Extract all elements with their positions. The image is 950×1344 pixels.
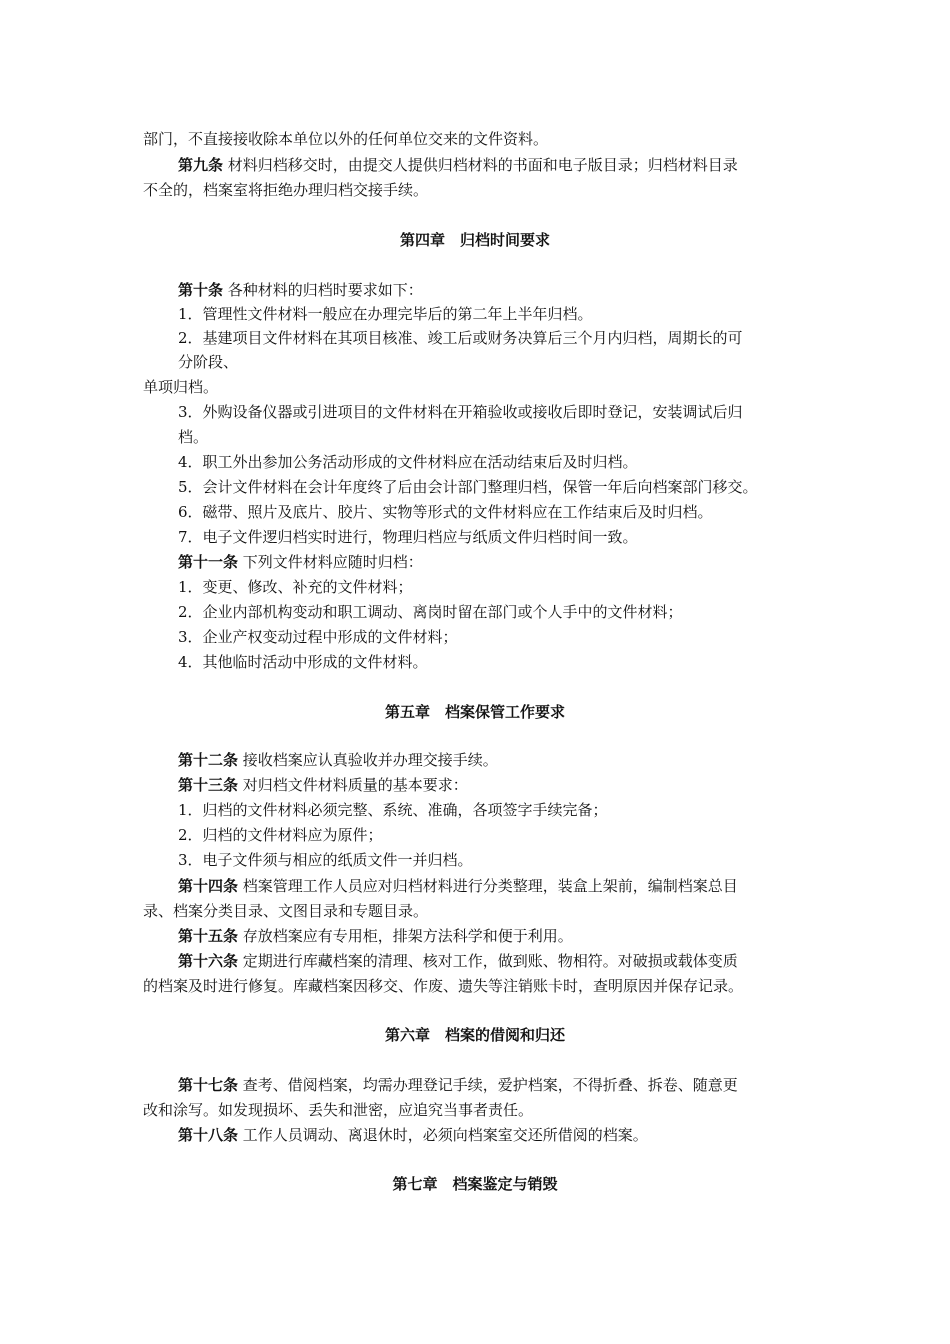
article-label: 第十三条	[178, 776, 239, 794]
article-label: 第十五条	[178, 927, 239, 945]
chapter-4-heading: 第四章 归档时间要求	[399, 231, 550, 249]
chapter-7-heading: 第七章 档案鉴定与销毁	[392, 1175, 558, 1193]
list-item: 4．其他临时活动中形成的文件材料。	[178, 653, 428, 671]
article-label: 第十二条	[178, 751, 239, 769]
list-item: 6．磁带、照片及底片、胶片、实物等形式的文件材料应在工作结束后及时归档。	[178, 503, 713, 521]
list-item: 3．企业产权变动过程中形成的文件材料；	[178, 628, 458, 646]
list-item: 4．职工外出参加公务活动形成的文件材料应在活动结束后及时归档。	[178, 453, 638, 471]
article-12: 第十二条 接收档案应认真验收并办理交接手续。	[178, 751, 498, 769]
chapter-5-heading: 第五章 档案保管工作要求	[384, 703, 565, 721]
article-14: 第十四条 档案管理工作人员应对归档材料进行分类整理，装盒上架前，编制档案总目	[178, 877, 738, 895]
list-item-continued: 档。	[178, 428, 209, 446]
article-17: 第十七条 查考、借阅档案，均需办理登记手续，爱护档案，不得折叠、拆卷、随意更	[178, 1076, 738, 1094]
article-label: 第九条	[178, 156, 224, 174]
article-15: 第十五条 存放档案应有专用柜，排架方法科学和便于利用。	[178, 927, 573, 945]
paragraph-line: 改和涂写。如发现损坏、丢失和泄密，应追究当事者责任。	[143, 1101, 534, 1119]
article-16: 第十六条 定期进行库藏档案的清理、核对工作，做到账、物相符。对破损或载体变质	[178, 952, 738, 970]
paragraph-line: 不全的，档案室将拒绝办理归档交接手续。	[143, 181, 429, 199]
article-label: 第十一条	[178, 553, 239, 571]
paragraph-line: 的档案及时进行修复。库藏档案因移交、作废、遗失等注销账卡时，查明原因并保存记录。	[143, 977, 744, 995]
list-item: 3．外购设备仪器或引进项目的文件材料在开箱验收或接收后即时登记，安装调试后归	[178, 403, 743, 421]
list-item: 1．管理性文件材料一般应在办理完毕后的第二年上半年归档。	[178, 305, 593, 323]
article-label: 第十七条	[178, 1076, 239, 1094]
article-label: 第十六条	[178, 952, 239, 970]
list-item-continued: 单项归档。	[143, 378, 219, 396]
list-item: 2．基建项目文件材料在其项目核准、竣工后或财务决算后三个月内归档，周期长的可	[178, 329, 743, 347]
chapter-6-heading: 第六章 档案的借阅和归还	[384, 1026, 565, 1044]
paragraph-line: 录、档案分类目录、文图目录和专题目录。	[143, 902, 429, 920]
list-item: 3．电子文件须与相应的纸质文件一并归档。	[178, 851, 473, 869]
article-label: 第十条	[178, 281, 224, 299]
paragraph-line: 部门，不直接接收除本单位以外的任何单位交来的文件资料。	[143, 130, 549, 148]
list-item-continued: 分阶段、	[178, 353, 239, 371]
list-item: 2．企业内部机构变动和职工调动、离岗时留在部门或个人手中的文件材料；	[178, 603, 683, 621]
article-13: 第十三条 对归档文件材料质量的基本要求：	[178, 776, 468, 794]
list-item: 1．归档的文件材料必须完整、系统、准确，各项签字手续完备；	[178, 801, 608, 819]
list-item: 5．会计文件材料在会计年度终了后由会计部门整理归档，保管一年后向档案部门移交。	[178, 478, 758, 496]
list-item: 1．变更、修改、补充的文件材料；	[178, 578, 413, 596]
article-label: 第十四条	[178, 877, 239, 895]
article-9: 第九条 材料归档移交时，由提交人提供归档材料的书面和电子版目录；归档材料目录	[178, 156, 738, 174]
article-11: 第十一条 下列文件材料应随时归档：	[178, 553, 423, 571]
article-label: 第十八条	[178, 1126, 239, 1144]
article-18: 第十八条 工作人员调动、离退休时，必须向档案室交还所借阅的档案。	[178, 1126, 648, 1144]
article-10: 第十条 各种材料的归档时要求如下：	[178, 281, 423, 299]
list-item: 7．电子文件逻归档实时进行，物理归档应与纸质文件归档时间一致。	[178, 528, 638, 546]
list-item: 2．归档的文件材料应为原件；	[178, 826, 383, 844]
